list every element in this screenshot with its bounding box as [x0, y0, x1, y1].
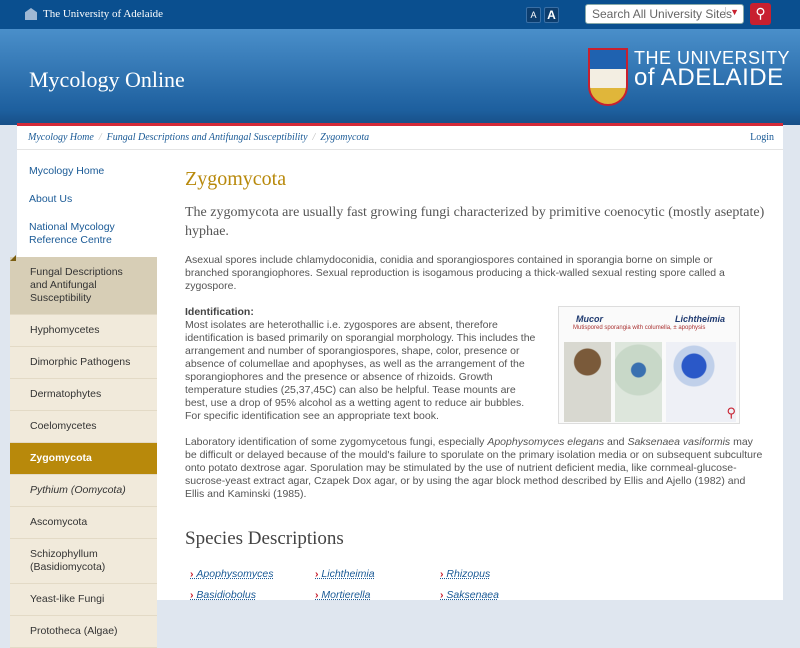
identification-text: Most isolates are heterothallic i.e. zygospores are absent, therefore identification is based primarily on sporangial morphology. This includes the arrangement and number of sporangiospores, shape, color, presence or absence of columellae and apophyses, as well as the arrangement of the sporangiophores and the presence or absence of rhizoids. Growth temperature studies (25,37,45C) can also be helpful. Tease mounts are best, use a drop of 95% alcohol as a wetting agent to reduce air bubbles. For specific identification see an appropriate text book.	[185, 319, 536, 422]
lead-paragraph: The zygomycota are usually fast growing fungi characterized by primitive coenocytic (mostly aseptate) hyphae.	[185, 205, 765, 239]
search-input[interactable]	[585, 4, 744, 24]
figure-label: Mucor	[576, 314, 603, 324]
sidebar-item-active[interactable]: Zygomycota	[10, 443, 157, 475]
university-link[interactable]	[25, 8, 163, 20]
identification-section	[185, 306, 540, 423]
species-link[interactable]: › Mortierella	[315, 589, 370, 601]
building-icon	[25, 8, 37, 20]
search-button[interactable]	[750, 3, 771, 25]
sidebar-item[interactable]: Pythium (Oomycota)	[10, 475, 157, 507]
search-placeholder: Search All University Sites	[592, 7, 733, 21]
site-header	[0, 29, 800, 125]
species-link[interactable]: › Saksenaea	[440, 589, 499, 601]
sporangia-figure[interactable]	[558, 306, 740, 424]
crest-icon	[588, 48, 628, 106]
identification-label: Identification:	[185, 306, 254, 318]
sidebar-item[interactable]: About Us	[29, 193, 73, 205]
sidebar-item[interactable]: Hyphomycetes	[10, 315, 157, 347]
font-size-small-button[interactable]: A	[526, 7, 541, 23]
sidebar-item[interactable]: Prototheca (Algae)	[10, 616, 157, 648]
figure-label: Lichtheimia	[675, 314, 726, 324]
sidebar-item[interactable]: Ascomycota	[10, 507, 157, 539]
login-link[interactable]: Login	[750, 132, 774, 143]
sidebar-item[interactable]: National Mycology Reference Centre	[29, 221, 115, 246]
sidebar	[10, 165, 157, 648]
micrograph-image	[564, 342, 611, 422]
asexual-paragraph: Asexual spores include chlamydoconidia, conidia and sporangiospores contained in sporangia borne on simple or branched sporangiophores. Sexual reproduction is isogamous producing a thick-walled sexual resting spore called a zygospore.	[185, 254, 725, 292]
logo-line1: THE UNIVERSITY	[634, 48, 791, 68]
chevron-down-icon[interactable]: ▼	[725, 7, 739, 17]
species-link[interactable]: › Lichtheimia	[315, 568, 375, 580]
breadcrumb-item[interactable]: Mycology Home	[28, 132, 94, 143]
university-logo[interactable]	[588, 48, 790, 106]
sidebar-item[interactable]: Yeast-like Fungi	[10, 584, 157, 616]
species-heading: Species Descriptions	[185, 528, 344, 549]
magnifier-icon: ⚲	[755, 5, 766, 21]
breadcrumb-item[interactable]: Fungal Descriptions and Antifungal Susceptibility	[106, 132, 308, 143]
menu-indicator	[10, 255, 16, 261]
site-title[interactable]: Mycology Online	[29, 67, 185, 92]
university-name: The University of Adelaide	[43, 8, 164, 20]
sidebar-item[interactable]: Dermatophytes	[10, 379, 157, 411]
sidebar-item[interactable]: Schizophyllum (Basidiomycota)	[10, 539, 157, 584]
species-link[interactable]: › Basidiobolus	[190, 589, 256, 601]
sidebar-item-parent[interactable]: Fungal Descriptions and Antifungal Susceptibility	[10, 257, 157, 315]
breadcrumb-item[interactable]: Zygomycota	[320, 132, 370, 143]
micrograph-image	[615, 342, 662, 422]
lab-paragraph: Laboratory identification of some zygomycetous fungi, especially Apophysomyces elegans and Saksenaea vasiformis may be difficult or delayed because of the mould's failure to sporulate on the primary isolation media or on subsequent subculture onto potato dextrose agar. Sporulation may be stimulated by the use of nutrient deficient media, like cornmeal-glucose-sucrose-yeast extract agar, Czapek Dox agar, or by using the agar block method described by Ellis and Ajello (1982) and Ellis and Kaminski (1985).	[185, 436, 763, 500]
species-link[interactable]: › Apophysomyces	[190, 568, 273, 580]
figure-caption: Mutispored sporangia with columella, ± apophysis	[573, 325, 706, 331]
species-link[interactable]: › Rhizopus	[440, 568, 490, 580]
font-size-large-button[interactable]: A	[544, 7, 559, 23]
breadcrumb: Mycology Home / Fungal Descriptions and Antifungal Susceptibility / Zygomycota Login	[17, 126, 783, 150]
page-title: Zygomycota	[185, 168, 287, 190]
logo-line2: of ADELAIDE	[634, 64, 784, 91]
top-bar	[0, 0, 800, 29]
sidebar-item[interactable]: Coelomycetes	[10, 411, 157, 443]
sidebar-item[interactable]: Mycology Home	[29, 165, 105, 177]
sidebar-item[interactable]: Dimorphic Pathogens	[10, 347, 157, 379]
zoom-icon[interactable]: ⚲	[726, 405, 736, 420]
